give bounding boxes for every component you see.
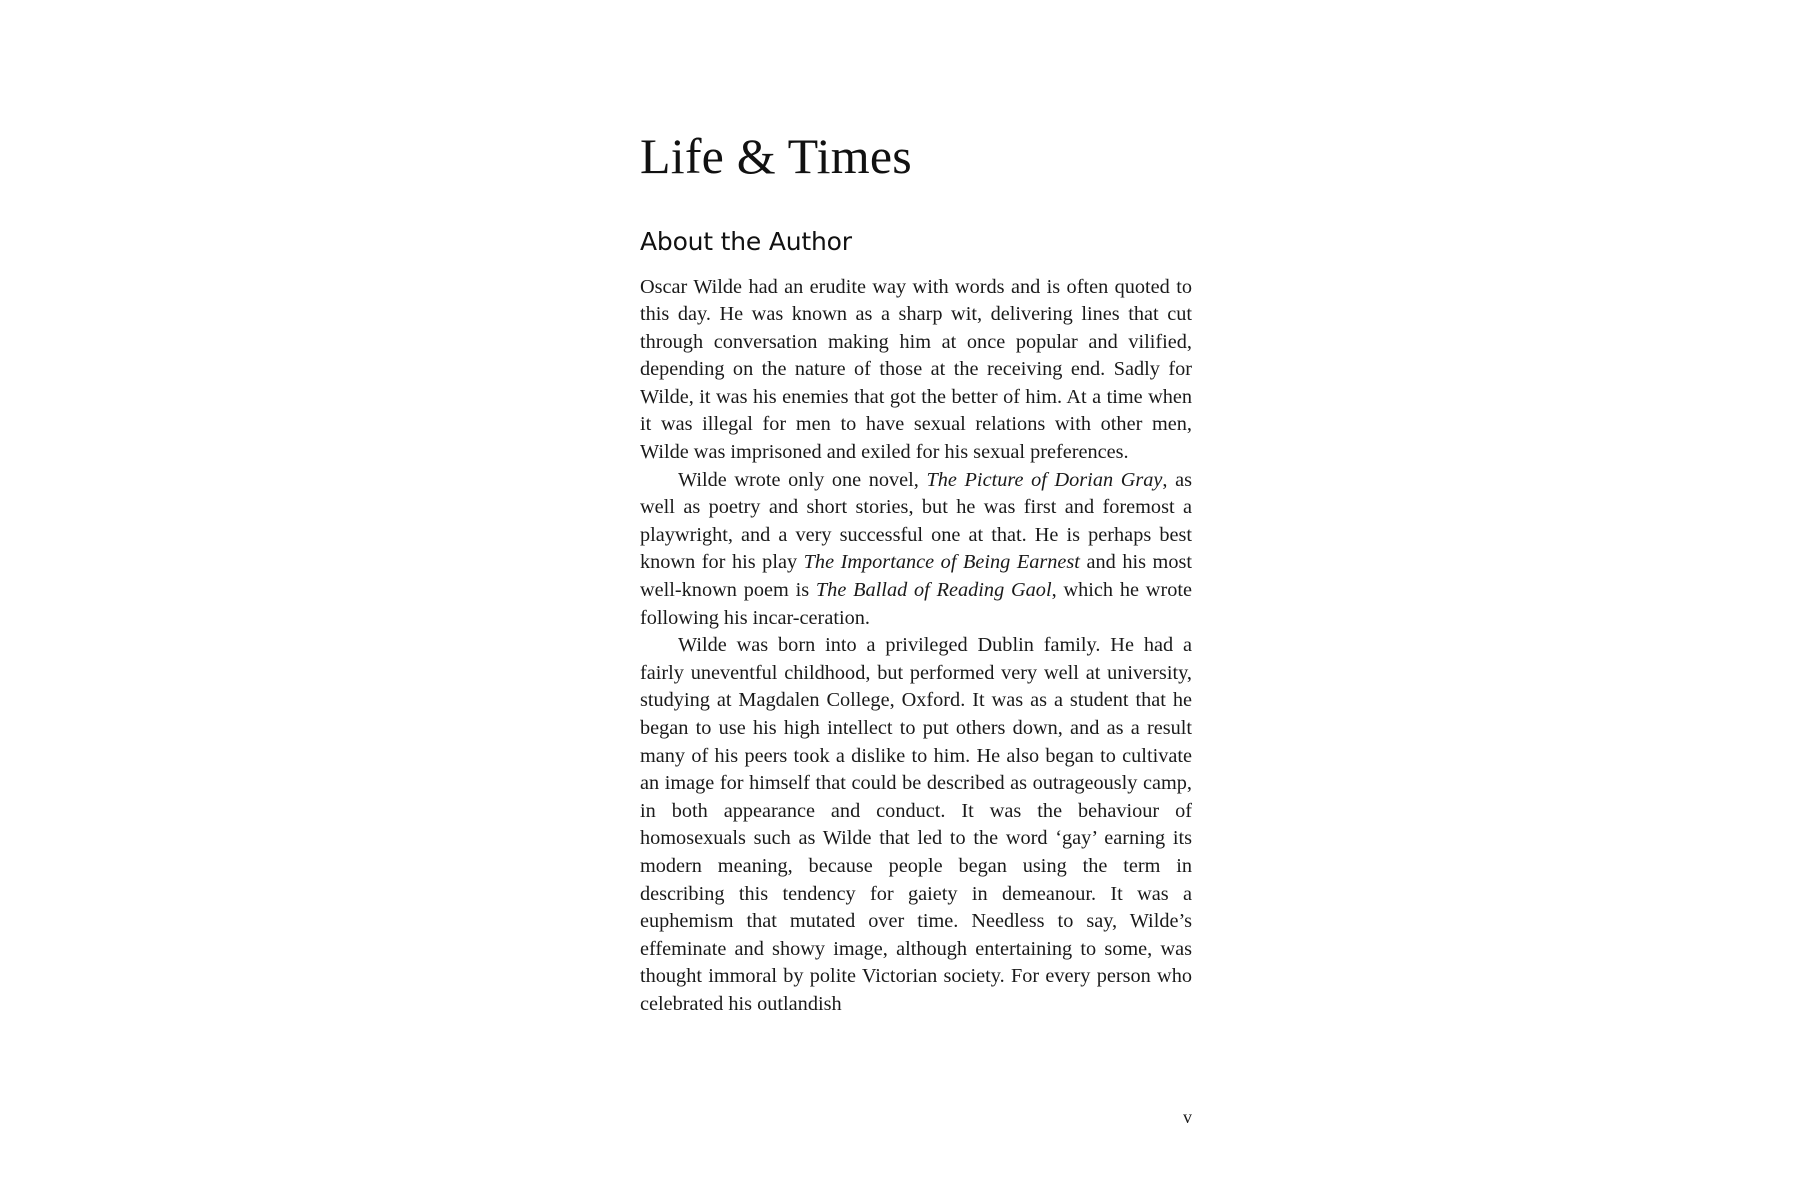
- paragraph-2-text-between-titles: and his most well-known poem is: [640, 551, 1192, 602]
- paragraph-2-text-after-title-1: , as well as poetry and short stories, but he was first and foremost a playwright, and a very successful one at that. He is perhaps best known for his play: [640, 468, 1192, 574]
- page-number: v: [1183, 1107, 1192, 1127]
- paragraph-3: Wilde was born into a privileged Dublin family. He had a fairly uneventful childhood, but performed very well at university, studying at Magdalen College, Oxford. It was as a student that he began to use his high intellect to put others down, and as a result many of his peers took a dislike to him. He also began to cultivate an image for himself that could be described as outrageously camp, in both appearance and conduct. It was the behaviour of homosexuals such as Wilde that led to the word ‘gay’ earning its modern meaning, because people began using the term in describing this tendency for gaiety in demeanour. It was a euphemism that mutated over time. Needless to say, Wilde’s effeminate and showy image, although entertaining to some, was thought immoral by polite Victorian society. For every person who celebrated his outlandish: [640, 634, 1192, 1015]
- section-heading: About the Author: [640, 226, 852, 256]
- chapter-title: Life & Times: [640, 128, 912, 184]
- paragraph-2-text-before-title-1: Wilde wrote only one novel,: [678, 468, 927, 491]
- book-title-dorian-gray: The Picture of Dorian Gray: [926, 468, 1163, 491]
- play-title-earnest: The Importance of Being Earnest: [803, 551, 1080, 574]
- poem-title-reading-gaol: The Ballad of Reading Gaol: [815, 579, 1052, 602]
- paragraph-2-text-after-title-3: , which he wrote following his incar-ceration.: [640, 579, 1192, 629]
- text-column: [640, 130, 1192, 1019]
- paragraph-1: Oscar Wilde had an erudite way with words and is often quoted to this day. He was known as a sharp wit, delivering lines that cut through conversation making him at once popular and vilified, depending on the nature of those at the receiving end. Sadly for Wilde, it was his enemies that got the better of him. At a time when it was illegal for men to have sexual relations with other men, Wilde was imprisoned and exiled for his sexual preferences.: [640, 275, 1192, 464]
- paragraph-2: [640, 467, 1192, 633]
